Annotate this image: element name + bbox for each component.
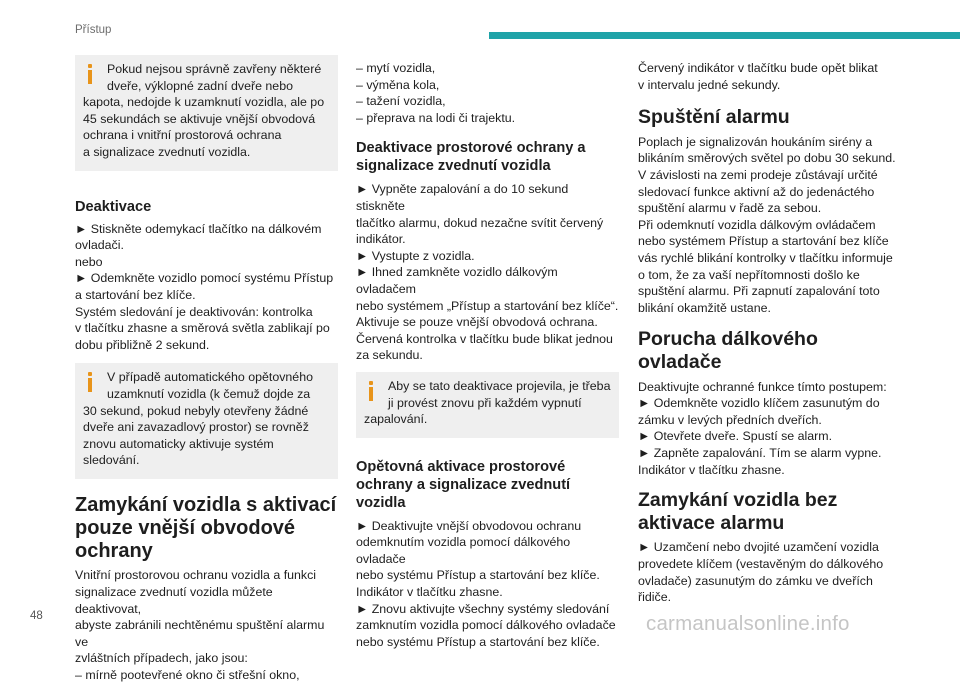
text-line: Indikátor v tlačítku zhasne. [356,585,503,600]
text-line: Při odemknutí vozidla dálkovým ovládačem [638,217,876,232]
text-line: spuštění alarmu. Při zapnutí zapalování toto [638,284,880,299]
page-number: 48 [30,610,43,622]
text-line: nebo [75,254,103,269]
section-heading: Deaktivace [75,198,152,215]
note-line: kapota, nedojde k uzamknutí vozidla, ale po [83,95,325,110]
list-item: – přeprava na lodi či trajektu. [356,110,516,125]
column-2 [356,55,619,650]
text-line: Červená kontrolka v tlačítku bude blikat jednou [356,331,613,346]
text-line: v tlačítku zhasne a směrová světla zablikají po [75,321,330,336]
text-line: odemknutím vozidla pomocí dálkového ovladače [356,535,571,566]
text-line: ► Odemkněte vozidlo klíčem zasunutým do [638,396,880,411]
text-line: Vnitřní prostorovou ochranu vozidla a funkci [75,568,317,583]
text-line: blikání okamžitě ustane. [638,300,771,315]
list-item: – výměna kola, [356,77,440,92]
info-note [75,363,338,479]
header-accent-bar [489,32,960,39]
text-line: signalizace zvednutí vozidla můžete deaktivovat, [75,585,273,616]
text-line: Systém sledování je deaktivován: kontrolka [75,304,313,319]
text-line: provedete klíčem (vestavěným do dálkového [638,556,884,571]
text-line: nebo systému Přístup a startování bez klíče. [356,568,600,583]
section-title: Porucha dálkového ovladače [638,328,818,373]
text-line: ► Uzamčení nebo dvojité uzamčení vozidla [638,540,879,555]
note-line: znovu automaticky aktivuje systém sledování. [83,436,274,468]
info-icon [85,372,95,392]
text-line: Červený indikátor v tlačítku bude opět blikat [638,61,878,75]
text-line: zvláštních případech, jako jsou: [75,651,248,666]
note-line: dveře ani zavazadlový prostor) se rovněž [83,420,309,435]
list-item: – tažení vozidla, [356,94,446,109]
text-line: V závislosti na zemi prodeje zůstávají určité [638,167,878,182]
note-line: ochrana i vnitřní prostorová ochrana [83,128,282,143]
text-line: ovladači. [75,238,124,253]
text-line: dobu přibližně 2 sekund. [75,337,210,352]
watermark: carmanualsonline.info [646,612,850,635]
text-line: ► Vystupte z vozidla. [356,248,475,263]
info-note [356,372,619,438]
list-item: – mytí vozidla, [356,61,436,75]
text-line: ► Zapněte zapalování. Tím se alarm vypne. [638,445,882,460]
section-title: Spuštění alarmu [638,106,790,129]
text-line: spuštění alarmu v řadě za sebou. [638,201,822,216]
section-title: Zamykání vozidla bez aktivace alarmu [638,489,838,534]
text-line: vás rychlé blikání kontrolky v tlačítku informuje [638,250,893,265]
section-title: Zamykání vozidla s aktivací pouze vnější obvodové ochrany [75,493,337,563]
header-section-label: Přístup [75,24,112,36]
text-line: řidiče. [638,590,672,605]
text-line: ovladače) zasunutým do zámku ve dveřích [638,573,873,588]
text-line: Deaktivujte ochranné funkce tímto postupem: [638,379,887,394]
note-line: a signalizace zvednutí vozidla. [83,144,251,159]
text-line: nebo systému Přístup a startování bez klíče. [356,634,600,649]
text-line: – mírně pootevřené okno či střešní okno, [75,668,300,682]
note-line: Pokud nejsou správně zavřeny některé [107,62,322,76]
text-line: zámku v levých předních dveřích. [638,412,822,427]
text-line: Aktivuje se pouze vnější obvodová ochrana. [356,315,598,330]
note-line: Aby se tato deaktivace projevila, je třeba [388,378,611,393]
text-line: abyste zabránili nechtěnému spuštění alarmu ve [75,618,325,649]
text-line: ► Deaktivujte vnější obvodovou ochranu [356,518,582,533]
note-line: dveře, výklopné zadní dveře nebo [107,78,293,93]
text-line: o tom, že za vaší nepřítomnosti došlo ke [638,267,860,282]
text-line: Indikátor v tlačítku zhasne. [638,462,785,477]
note-line: V případě automatického opětovného [107,370,313,385]
section-heading: Deaktivace prostorové ochrany a signalizace zvednutí vozidla [356,140,586,175]
text-line: ► Znovu aktivujte všechny systémy sledování [356,601,610,616]
text-line: a startování bez klíče. [75,287,196,302]
column-3 [638,55,901,606]
text-line: blikáním směrových světel po dobu 30 sekund. [638,151,896,166]
text-line: nebo systémem „Přístup a startování bez klíče“. [356,298,619,313]
text-line: Poplach je signalizován houkáním sirény a [638,134,873,149]
text-line: v intervalu jedné sekundy. [638,77,781,92]
note-line: uzamknutí vozidla (k čemuž dojde za [107,386,311,401]
note-line: 45 sekundách se aktivuje vnější obvodová [83,111,316,126]
info-note [75,55,338,171]
text-line: zamknutím vozidla pomocí dálkového ovladače [356,618,616,633]
info-icon [85,64,95,84]
text-line: ► Ihned zamkněte vozidlo dálkovým ovladačem [356,265,558,296]
note-line: ji provést znovu při každém vypnutí [388,395,582,410]
text-line: indikátor. [356,232,406,247]
text-line: nebo systémem Přístup a startování bez klíče [638,234,889,249]
note-line: zapalování. [364,412,428,427]
section-heading: Opětovná aktivace prostorové ochrany a signalizace zvednutí vozidla [356,458,571,511]
text-line: ► Stiskněte odemykací tlačítko na dálkovém [75,221,322,236]
note-line: 30 sekund, pokud nebyly otevřeny žádné [83,403,309,418]
text-line: ► Otevřete dveře. Spustí se alarm. [638,429,833,444]
text-line: tlačítko alarmu, dokud nezačne svítit červený [356,215,604,230]
text-line: za sekundu. [356,348,423,363]
info-icon [366,381,376,401]
text-line: ► Odemkněte vozidlo pomocí systému Přístup [75,271,334,286]
text-line: sledovací funkce aktivní až do jedenáctého [638,184,875,199]
column-1 [75,55,338,684]
text-line: ► Vypněte zapalování a do 10 sekund stiskněte [356,182,569,213]
